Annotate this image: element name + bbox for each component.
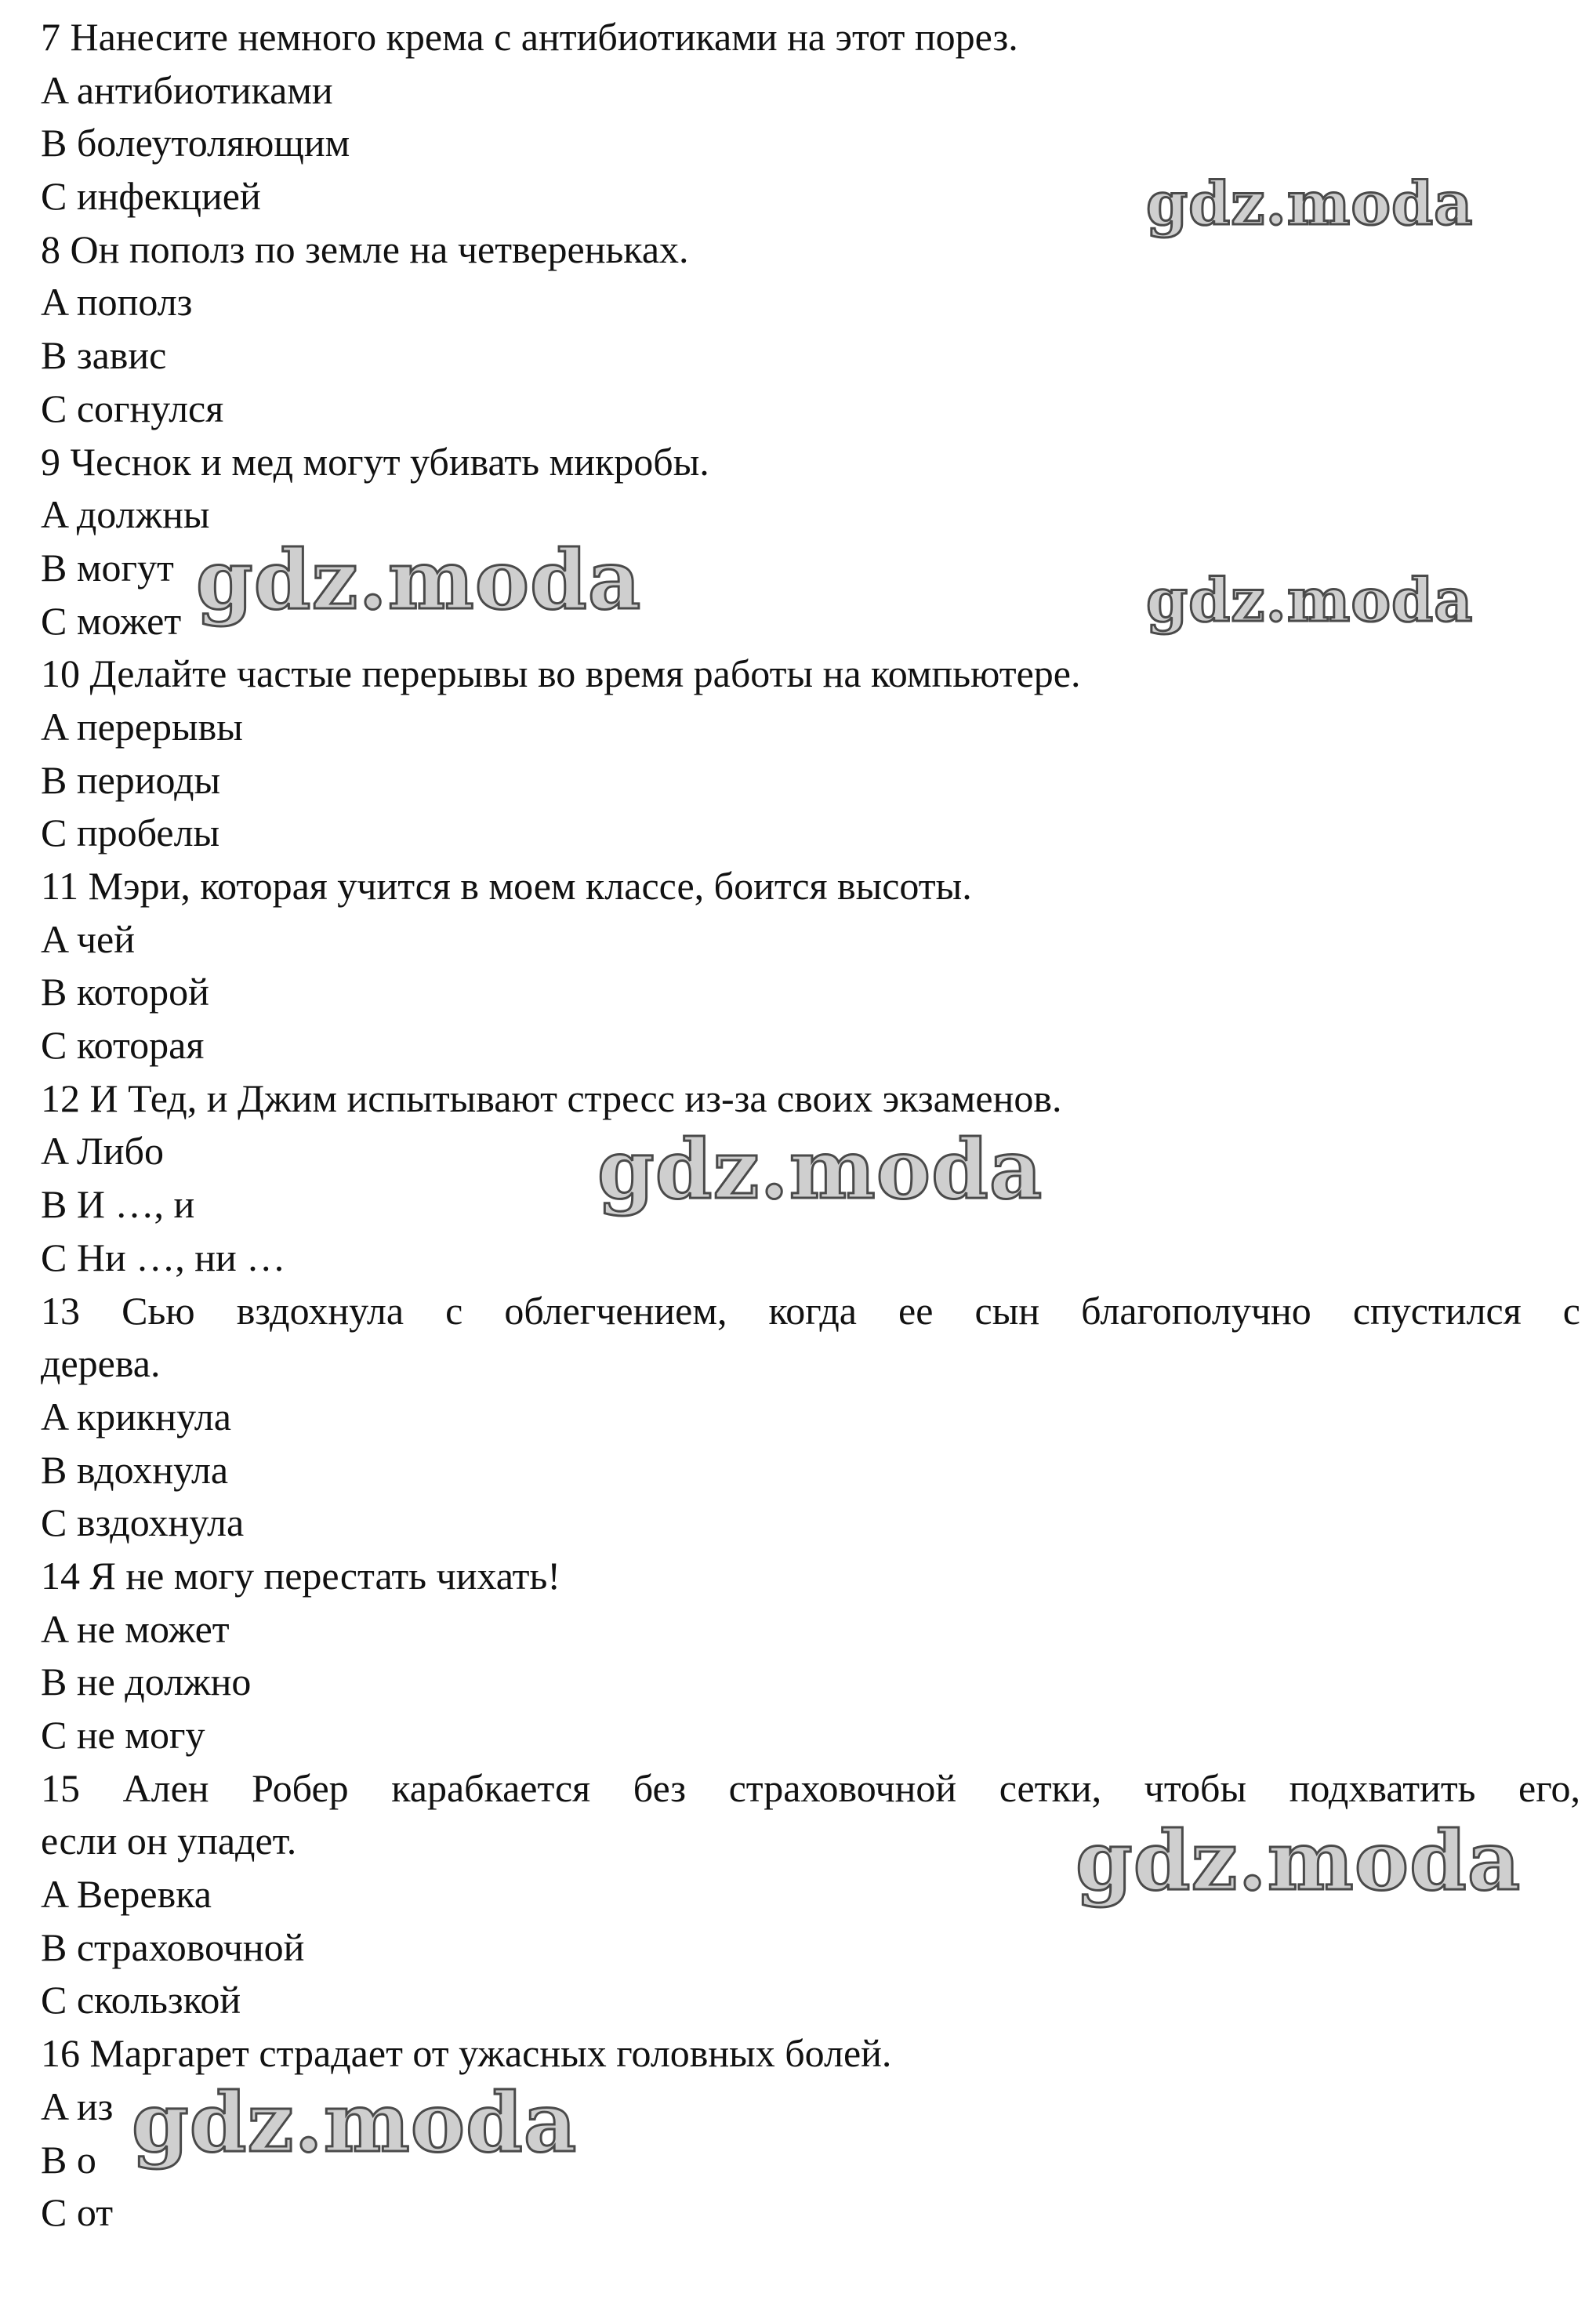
answer-option: C вздохнула — [41, 1500, 245, 1545]
answer-option: C инфекцией — [41, 174, 261, 219]
answer-option: C пробелы — [41, 811, 220, 855]
answer-option: A чей — [41, 916, 135, 961]
question-line: 14 Я не могу перестать чихать! — [41, 1553, 560, 1598]
question-line: 10 Делайте частые перерывы во время работы на компьютере. — [41, 651, 1081, 696]
question-line: 7 Нанесите немного крема с антибиотиками на этот порез. — [41, 15, 1018, 59]
answer-option: C может — [41, 598, 182, 643]
answer-option: A Веревка — [41, 1872, 212, 1917]
answer-option: A перерывы — [41, 704, 243, 749]
answer-option: B И …, и — [41, 1182, 195, 1227]
question-line: 9 Чеснок и мед могут убивать микробы. — [41, 439, 709, 484]
answer-option: A должны — [41, 492, 210, 537]
answer-option: B периоды — [41, 757, 221, 802]
answer-option: B не должно — [41, 1660, 252, 1704]
answer-option: A не может — [41, 1606, 230, 1651]
answer-option: B могут — [41, 545, 174, 590]
answer-option: B болеутоляющим — [41, 121, 350, 165]
answer-option: A пополз — [41, 280, 193, 325]
answer-option: B о — [41, 2137, 96, 2182]
watermark: gdz.moda — [1146, 565, 1474, 635]
question-line: 16 Маргарет страдает от ужасных головных болей. — [41, 2031, 892, 2076]
answer-option: C скользкой — [41, 1978, 241, 2022]
text-line: если он упадет. — [41, 1819, 297, 1863]
answer-option: B которой — [41, 970, 209, 1014]
answer-option: C не могу — [41, 1713, 205, 1757]
question-line: 13 Сью вздохнула с облегчением, когда ее сын благополучно спустился с — [41, 1288, 1580, 1333]
answer-option: B завис — [41, 333, 167, 378]
answer-option: B вдохнула — [41, 1447, 229, 1492]
answer-option: C согнулся — [41, 386, 224, 430]
answer-option: C которая — [41, 1023, 205, 1068]
watermark: gdz.moda — [132, 2074, 578, 2171]
answer-option: B страховочной — [41, 1925, 305, 1969]
question-line: 15 Ален Робер карабкается без страховочной сетки, чтобы подхватить его, — [41, 1765, 1580, 1810]
question-line: 11 Мэри, которая учится в моем классе, боится высоты. — [41, 864, 972, 908]
question-line: 8 Он пополз по земле на четвереньках. — [41, 227, 689, 271]
watermark: gdz.moda — [1075, 1812, 1522, 1909]
question-line: 12 И Тед, и Джим испытывают стресс из-за своих экзаменов. — [41, 1076, 1062, 1120]
answer-option: A крикнула — [41, 1394, 231, 1438]
answer-option: C Ни …, ни … — [41, 1235, 286, 1279]
watermark: gdz.moda — [597, 1121, 1043, 1217]
answer-option: A антибиотиками — [41, 67, 333, 112]
answer-option: A из — [41, 2084, 114, 2128]
answer-option: A Либо — [41, 1129, 164, 1174]
answer-option: C от — [41, 2190, 114, 2235]
text-line: дерева. — [41, 1341, 161, 1386]
watermark: gdz.moda — [196, 531, 642, 628]
watermark: gdz.moda — [1146, 169, 1474, 238]
